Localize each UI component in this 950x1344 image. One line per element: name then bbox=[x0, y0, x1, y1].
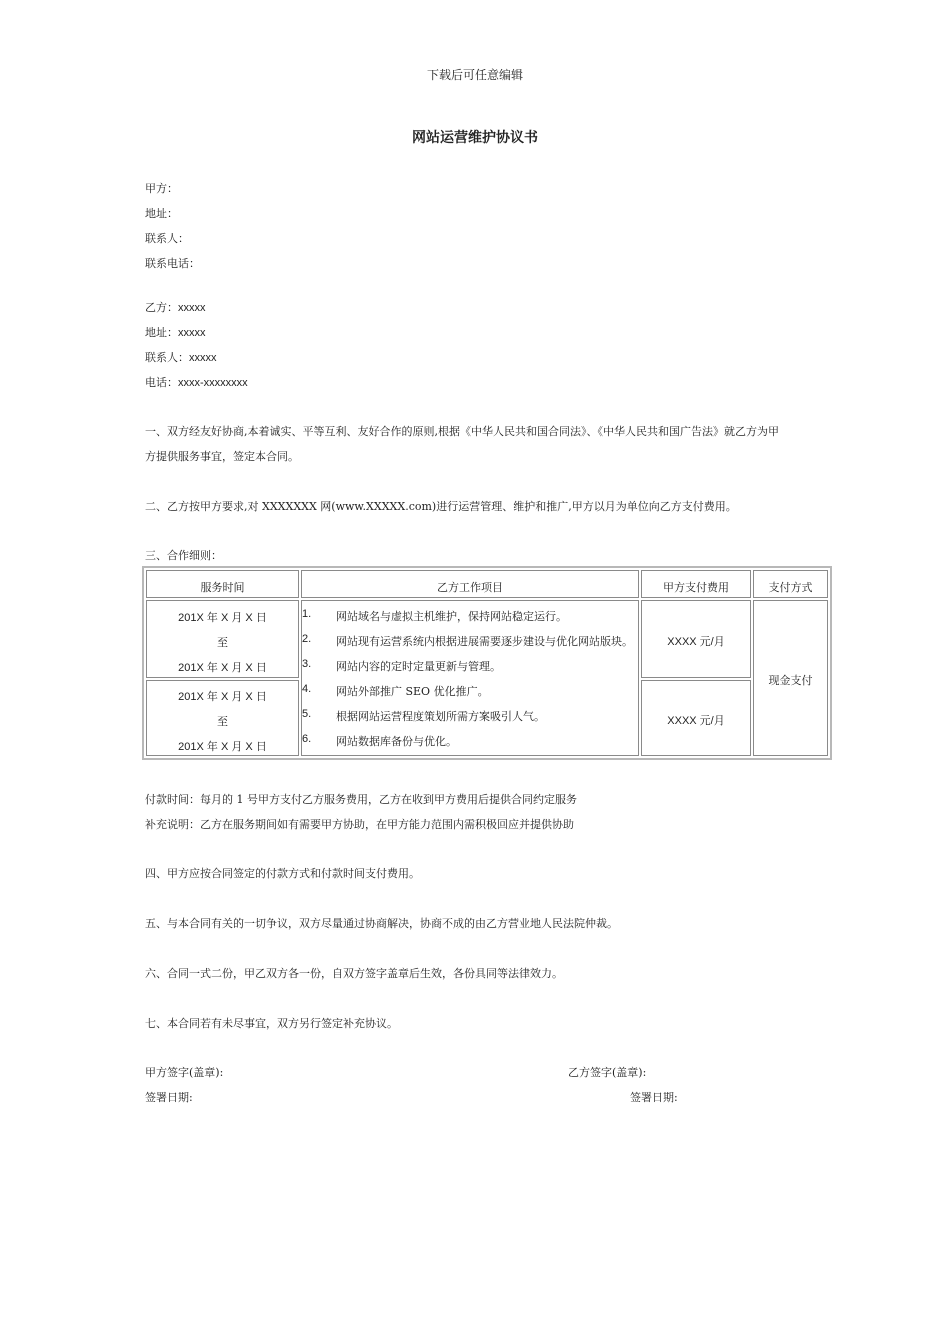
party-a-label: 甲方： bbox=[145, 182, 178, 195]
clause-3: 三、合作细则： bbox=[145, 549, 222, 562]
payment-method-cell bbox=[753, 600, 828, 756]
fee-1: XXXX 元/月 bbox=[667, 636, 725, 648]
header-work-items: 乙方工作项目 bbox=[437, 581, 503, 594]
work-item-2-text: 网站现有运营系统内根据进展需要逐步建设与优化网站版块。 bbox=[336, 635, 633, 648]
work-item-6-text: 网站数据库备份与优化。 bbox=[336, 735, 457, 748]
period-cell-1 bbox=[146, 600, 299, 678]
supplement-note: 补充说明：乙方在服务期间如有需要甲方协助，在甲方能力范围内需积极回应并提供协助 bbox=[145, 818, 574, 831]
party-a-address: 地址： bbox=[145, 207, 178, 220]
header-cell-fee bbox=[641, 570, 751, 598]
party-b-date: 签署日期: bbox=[630, 1091, 678, 1104]
header-payment-method: 支付方式 bbox=[768, 581, 813, 594]
work-item-2-number: 2. bbox=[302, 633, 312, 645]
period-2-to: 至 bbox=[217, 715, 228, 728]
period-1-start: 201X 年 X 月 X 日 bbox=[178, 612, 267, 624]
fee-cell-2 bbox=[641, 680, 751, 756]
clause-5: 五、与本合同有关的一切争议，双方尽量通过协商解决，协商不成的由乙方营业地人民法院仲裁。 bbox=[145, 917, 618, 930]
work-item-1-text: 网站域名与虚拟主机维护，保持网站稳定运行。 bbox=[336, 610, 567, 623]
party-a-date: 签署日期: bbox=[145, 1091, 193, 1104]
header-fee: 甲方支付费用 bbox=[663, 581, 729, 594]
header-cell-work-items bbox=[301, 570, 639, 598]
clause-7: 七、本合同若有未尽事宜，双方另行签定补充协议。 bbox=[145, 1017, 398, 1030]
work-items-cell bbox=[301, 600, 639, 756]
period-1-to: 至 bbox=[217, 636, 228, 649]
payment-time: 付款时间：每月的 1 号甲方支付乙方服务费用，乙方在收到甲方费用后提供合同约定服务 bbox=[145, 793, 577, 806]
party-b-phone-row bbox=[145, 374, 248, 390]
party-b-row bbox=[145, 299, 206, 315]
work-item-3-text: 网站内容的定时定量更新与管理。 bbox=[336, 660, 501, 673]
work-item-5-text: 根据网站运营程度策划所需方案吸引人气。 bbox=[336, 710, 545, 723]
page-header: 下载后可任意编辑 bbox=[426, 68, 523, 82]
payment-method: 现金支付 bbox=[768, 674, 813, 687]
period-1-end: 201X 年 X 月 X 日 bbox=[178, 662, 267, 674]
party-b-label: 乙方： bbox=[145, 301, 178, 314]
party-a-contact: 联系人： bbox=[145, 232, 189, 245]
clause-6: 六、合同一式二份，甲乙双方各一份，自双方签字盖章后生效，各份具同等法律效力。 bbox=[145, 967, 563, 980]
party-a-signature: 甲方签字(盖章): bbox=[145, 1066, 224, 1079]
work-item-4-number: 4. bbox=[302, 683, 312, 695]
party-b-address-row bbox=[145, 324, 206, 340]
clause-2: 二、乙方按甲方要求,对 XXXXXXX 网(www.XXXXX.com)进行运营管理、维护和推广,甲方以月为单位向乙方支付费用。 bbox=[145, 500, 737, 513]
work-item-3-number: 3. bbox=[302, 658, 312, 670]
party-b-address-label: 地址： bbox=[145, 326, 178, 339]
party-b-contact-row bbox=[145, 349, 217, 365]
party-b-phone-value: xxxx-xxxxxxxx bbox=[178, 377, 248, 389]
work-item-6-number: 6. bbox=[302, 733, 312, 745]
header-service-time: 服务时间 bbox=[200, 581, 245, 594]
clause-4: 四、甲方应按合同签定的付款方式和付款时间支付费用。 bbox=[145, 867, 420, 880]
period-2-start: 201X 年 X 月 X 日 bbox=[178, 691, 267, 703]
cooperation-table bbox=[142, 566, 832, 760]
header-cell-service-time bbox=[146, 570, 299, 598]
party-b-signature: 乙方签字(盖章): bbox=[568, 1066, 647, 1079]
party-b-contact-value: xxxxx bbox=[189, 352, 217, 364]
clause-1-line-2: 方提供服务事宜，签定本合同。 bbox=[145, 450, 299, 463]
document-title: 网站运营维护协议书 bbox=[412, 130, 538, 146]
work-item-4-text: 网站外部推广 SEO 优化推广。 bbox=[336, 685, 489, 698]
party-b-value: xxxxx bbox=[178, 302, 206, 314]
work-item-1-number: 1. bbox=[302, 608, 312, 620]
clause-1-line-1: 一、双方经友好协商,本着诚实、平等互利、友好合作的原则,根据《中华人民共和国合同法》、《中华人民共和国广告法》就乙方为甲 bbox=[145, 425, 779, 438]
period-cell-2 bbox=[146, 680, 299, 756]
header-cell-payment-method bbox=[753, 570, 828, 598]
party-a-phone: 联系电话： bbox=[145, 257, 200, 270]
party-b-address-value: xxxxx bbox=[178, 327, 206, 339]
fee-2: XXXX 元/月 bbox=[667, 715, 725, 727]
party-b-phone-label: 电话： bbox=[145, 376, 178, 389]
period-2-end: 201X 年 X 月 X 日 bbox=[178, 741, 267, 753]
work-item-5-number: 5. bbox=[302, 708, 312, 720]
fee-cell-1 bbox=[641, 600, 751, 678]
party-b-contact-label: 联系人： bbox=[145, 351, 189, 364]
